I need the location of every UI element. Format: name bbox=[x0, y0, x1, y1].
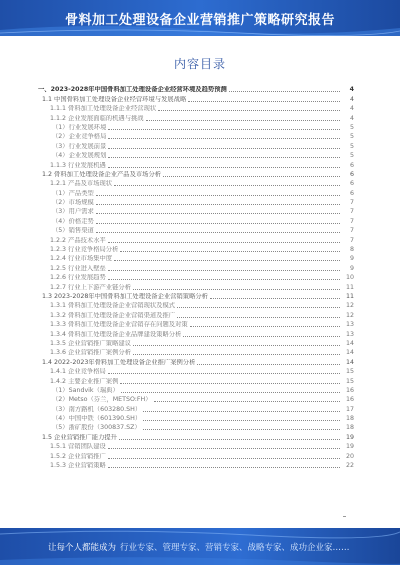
toc-leader-dots bbox=[96, 232, 340, 233]
toc-leader-dots bbox=[143, 420, 340, 421]
toc-leader-dots bbox=[96, 195, 340, 196]
toc-entry-title: （2）企业竞争格局 bbox=[52, 133, 107, 141]
toc-leader-dots bbox=[108, 129, 340, 130]
toc-leader-dots bbox=[114, 260, 340, 261]
toc-entry-page: 6 bbox=[349, 170, 354, 178]
toc-leader-dots bbox=[177, 307, 340, 308]
toc-entry-title: 1.5 企业营销推广能力提升 bbox=[42, 433, 117, 441]
toc-leader-dots bbox=[163, 176, 340, 177]
toc-entry-page: 7 bbox=[349, 208, 354, 216]
toc-entry-title: （5）销售渠道 bbox=[52, 227, 94, 235]
toc-entry-title: 1.2.4 行业市场集中度 bbox=[50, 255, 113, 263]
toc-leader-dots bbox=[96, 223, 340, 224]
toc-entry-title: 1.3 2023-2028年中国骨料加工处理设备企业营销策略分析 bbox=[42, 292, 208, 300]
toc-entry-page: 4 bbox=[349, 86, 354, 94]
toc-entry[interactable] bbox=[38, 151, 354, 160]
toc-entry[interactable] bbox=[38, 461, 354, 470]
toc-entry-title: 1.5.1 营销团队建设 bbox=[50, 443, 106, 451]
toc-entry-title: （1）Sandvik（瑞典） bbox=[52, 386, 119, 394]
toc-entry[interactable] bbox=[38, 339, 354, 348]
toc-entry-title: 1.1 中国骨料加工处理设备企业经营环境与发展战略 bbox=[42, 95, 187, 103]
toc-entry[interactable] bbox=[38, 94, 354, 103]
toc-entry-page: 12 bbox=[345, 302, 354, 310]
toc-entry-title: 1.4 2022-2023年骨料加工处理设备企业推广案例分析 bbox=[42, 358, 196, 366]
toc-leader-dots bbox=[190, 326, 340, 327]
toc-entry[interactable] bbox=[38, 432, 354, 441]
toc-entry[interactable] bbox=[38, 198, 354, 207]
toc-leader-dots bbox=[96, 213, 340, 214]
toc-leader-dots bbox=[108, 167, 340, 168]
toc-entry-page: 4 bbox=[349, 114, 354, 122]
toc-entry-title: （4）价格走势 bbox=[52, 217, 94, 225]
toc-entry-page: 15 bbox=[345, 377, 354, 385]
toc-entry-title: （5）浙矿股份（300837.SZ） bbox=[52, 424, 141, 432]
toc-entry-page: 19 bbox=[345, 443, 354, 451]
toc-entry-page: 6 bbox=[349, 189, 354, 197]
toc-entry[interactable] bbox=[38, 404, 354, 413]
toc-entry-title: 1.2.6 行业发展趋势 bbox=[50, 274, 106, 282]
toc-entry[interactable] bbox=[38, 263, 354, 272]
toc-entry-page: 9 bbox=[349, 264, 354, 272]
toc-entry[interactable] bbox=[38, 207, 354, 216]
toc-entry[interactable] bbox=[38, 113, 354, 122]
toc-leader-dots bbox=[119, 439, 340, 440]
toc-entry[interactable] bbox=[38, 376, 354, 385]
toc-leader-dots bbox=[133, 289, 340, 290]
toc-leader-dots bbox=[96, 204, 340, 205]
toc-entry-page: 11 bbox=[345, 292, 354, 300]
toc-entry-title: 1.3.3 骨料加工处理设备企业营销存在问题及对策 bbox=[50, 321, 188, 329]
toc-entry-title: 1.4.1 企业竞争格局 bbox=[50, 368, 106, 376]
toc-entry[interactable] bbox=[38, 386, 354, 395]
toc-entry-page: 14 bbox=[345, 358, 354, 366]
toc-leader-dots bbox=[133, 345, 340, 346]
toc-leader-dots bbox=[143, 429, 340, 430]
toc-entry-page: 14 bbox=[345, 349, 354, 357]
toc-entry-title: （1）行业发展环境 bbox=[52, 123, 107, 131]
toc-entry-title: 1.5.3 企业营销策略 bbox=[50, 462, 106, 470]
toc-entry-page: 9 bbox=[349, 255, 354, 263]
toc-entry[interactable] bbox=[38, 254, 354, 263]
toc-entry[interactable] bbox=[38, 235, 354, 244]
toc-entry-title: 1.5.2 企业营销推广 bbox=[50, 452, 106, 460]
toc-entry-page: 4 bbox=[349, 95, 354, 103]
toc-leader-dots bbox=[177, 317, 340, 318]
toc-leader-dots bbox=[108, 467, 340, 468]
toc-entry-page: 11 bbox=[345, 283, 354, 291]
toc-leader-dots bbox=[114, 185, 340, 186]
toc-entry-title: 1.2.2 产品技术水平 bbox=[50, 236, 106, 244]
toc-entry-page: 18 bbox=[345, 424, 354, 432]
toc-entry-title: 1.3.4 骨料加工处理设备企业品牌建设策略分析 bbox=[50, 330, 182, 338]
toc-entry-page: 7 bbox=[349, 199, 354, 207]
toc-entry[interactable] bbox=[38, 85, 354, 94]
toc-leader-dots bbox=[229, 91, 340, 92]
toc-entry[interactable] bbox=[38, 348, 354, 357]
toc-entry[interactable] bbox=[38, 414, 354, 423]
toc-entry-title: 1.1.2 企业发展面临的机遇与挑战 bbox=[50, 114, 144, 122]
toc-entry-page: 5 bbox=[349, 142, 354, 150]
toc-entry-title: （4）中国中铁（601390.SH） bbox=[52, 415, 142, 423]
toc-entry[interactable] bbox=[38, 310, 354, 319]
toc-leader-dots bbox=[108, 157, 340, 158]
toc-entry-title: 1.2.1 产品及市场现状 bbox=[50, 180, 113, 188]
toc-leader-dots bbox=[108, 270, 340, 271]
toc-entry[interactable] bbox=[38, 216, 354, 225]
toc-leader-dots bbox=[188, 101, 340, 102]
toc-entry-page: 17 bbox=[345, 405, 354, 413]
toc-entry-title: 一、2023-2028年中国骨料加工处理设备企业经营环境及趋势预测 bbox=[38, 86, 227, 94]
toc-entry-page: 5 bbox=[349, 152, 354, 160]
toc-entry-title: 1.2.3 行业竞争格局分析 bbox=[50, 246, 119, 254]
toc-heading: 内容目录 bbox=[173, 57, 226, 71]
toc-entry-page: 7 bbox=[349, 236, 354, 244]
toc-entry-page: 8 bbox=[349, 246, 354, 254]
table-of-contents bbox=[38, 85, 354, 470]
toc-entry[interactable] bbox=[38, 170, 354, 179]
toc-entry-page: 22 bbox=[345, 462, 354, 470]
toc-entry-title: 1.2 骨料加工处理设备企业产品及市场分析 bbox=[42, 170, 162, 178]
toc-entry[interactable] bbox=[38, 442, 354, 451]
toc-entry-title: （3）行业发展前景 bbox=[52, 142, 107, 150]
toc-entry[interactable] bbox=[38, 301, 354, 310]
footer-slogan-right: 行业专家、管理专家、营销专家、战略专家、成功企业家…… bbox=[120, 543, 350, 553]
toc-entry-page: 4 bbox=[349, 105, 354, 113]
toc-entry-title: 1.1.3 行业发展机遇 bbox=[50, 161, 106, 169]
toc-entry-page: 15 bbox=[345, 368, 354, 376]
toc-entry[interactable] bbox=[38, 282, 354, 291]
toc-entry-title: （2）市场规模 bbox=[52, 199, 94, 207]
toc-entry-page: 6 bbox=[349, 161, 354, 169]
toc-entry[interactable] bbox=[38, 141, 354, 150]
toc-entry[interactable] bbox=[38, 320, 354, 329]
toc-entry[interactable] bbox=[38, 245, 354, 254]
toc-entry[interactable] bbox=[38, 179, 354, 188]
toc-leader-dots bbox=[108, 458, 340, 459]
page-marker bbox=[343, 516, 346, 517]
toc-entry-page: 5 bbox=[349, 123, 354, 131]
toc-entry-title: 1.3.6 企业营销推广案例分析 bbox=[50, 349, 131, 357]
toc-entry-page: 13 bbox=[345, 330, 354, 338]
toc-leader-dots bbox=[183, 336, 340, 337]
toc-entry[interactable] bbox=[38, 104, 354, 113]
toc-leader-dots bbox=[197, 364, 340, 365]
toc-entry-title: （2）Metso（芬兰，METSO:FH） bbox=[52, 396, 152, 404]
toc-entry-page: 10 bbox=[345, 274, 354, 282]
toc-leader-dots bbox=[108, 242, 340, 243]
toc-entry[interactable] bbox=[38, 226, 354, 235]
toc-entry[interactable] bbox=[38, 273, 354, 282]
toc-entry[interactable] bbox=[38, 329, 354, 338]
toc-entry[interactable] bbox=[38, 451, 354, 460]
toc-entry-title: （1）产品类型 bbox=[52, 189, 94, 197]
footer-slogan-left: 让每个人都能成为 bbox=[48, 543, 117, 553]
toc-entry[interactable] bbox=[38, 292, 354, 301]
toc-entry-page: 7 bbox=[349, 227, 354, 235]
toc-entry-page: 5 bbox=[349, 133, 354, 141]
toc-leader-dots bbox=[120, 251, 340, 252]
toc-leader-dots bbox=[108, 138, 340, 139]
toc-entry-page: 19 bbox=[345, 433, 354, 441]
toc-entry-title: （3）南方路机（603280.SH） bbox=[52, 405, 142, 413]
toc-entry-title: 1.3.1 骨料加工处理设备企业营销现状及模式 bbox=[50, 302, 176, 310]
toc-leader-dots bbox=[210, 298, 340, 299]
toc-entry-title: 1.1.1 骨料加工处理设备企业经营现状 bbox=[50, 105, 157, 113]
toc-entry-page: 16 bbox=[345, 386, 354, 394]
toc-entry-page: 14 bbox=[345, 339, 354, 347]
toc-entry-title: 1.3.5 企业营销推广策略建议 bbox=[50, 339, 131, 347]
toc-leader-dots bbox=[108, 148, 340, 149]
toc-entry-page: 7 bbox=[349, 217, 354, 225]
toc-entry-title: 1.2.7 行业上下游产业链分析 bbox=[50, 283, 131, 291]
toc-entry[interactable] bbox=[38, 188, 354, 197]
toc-entry[interactable] bbox=[38, 357, 354, 366]
toc-entry-page: 18 bbox=[345, 415, 354, 423]
toc-entry-page: 12 bbox=[345, 311, 354, 319]
toc-leader-dots bbox=[146, 120, 340, 121]
toc-entry-page: 6 bbox=[349, 180, 354, 188]
toc-leader-dots bbox=[154, 401, 340, 402]
report-title: 骨料加工处理设备企业营销推广策略研究报告 bbox=[64, 13, 335, 28]
toc-leader-dots bbox=[108, 448, 340, 449]
toc-entry-page: 13 bbox=[345, 321, 354, 329]
toc-entry-title: （3）用户需求 bbox=[52, 208, 94, 216]
toc-entry[interactable] bbox=[38, 423, 354, 432]
toc-leader-dots bbox=[158, 110, 340, 111]
toc-entry-title: 1.4.2 主要企业推广案例 bbox=[50, 377, 119, 385]
toc-entry-title: 1.2.5 行业进入壁垒 bbox=[50, 264, 106, 272]
toc-entry[interactable] bbox=[38, 160, 354, 169]
toc-leader-dots bbox=[108, 279, 340, 280]
toc-entry-title: （4）企业发展规划 bbox=[52, 152, 107, 160]
toc-leader-dots bbox=[133, 354, 340, 355]
toc-entry[interactable] bbox=[38, 123, 354, 132]
toc-leader-dots bbox=[143, 411, 340, 412]
toc-entry-title: 1.3.2 骨料加工处理设备企业营销渠道及推广 bbox=[50, 311, 176, 319]
toc-leader-dots bbox=[108, 373, 340, 374]
toc-leader-dots bbox=[121, 392, 340, 393]
toc-entry[interactable] bbox=[38, 132, 354, 141]
toc-entry-page: 16 bbox=[345, 396, 354, 404]
toc-leader-dots bbox=[120, 383, 340, 384]
toc-entry-page: 20 bbox=[345, 452, 354, 460]
toc-entry[interactable] bbox=[38, 395, 354, 404]
toc-entry[interactable] bbox=[38, 367, 354, 376]
